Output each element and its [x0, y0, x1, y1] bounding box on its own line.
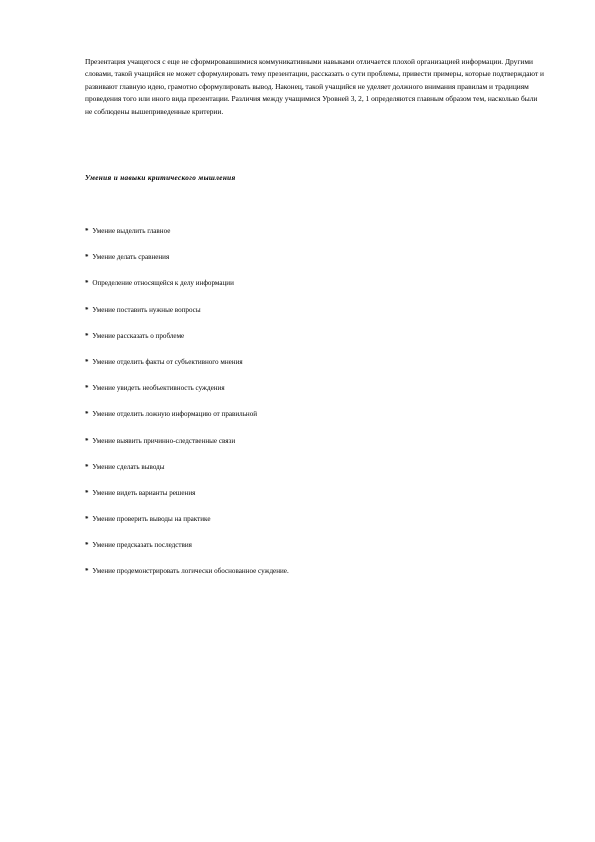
skill-text: Умение рассказать о проблеме	[92, 331, 185, 340]
bullet-icon: *	[85, 357, 89, 366]
bullet-icon: *	[85, 331, 89, 340]
bullet-icon: *	[85, 227, 89, 235]
skill-text: Определение относящейся к делу информации	[92, 279, 234, 288]
skill-text: Умение видеть варианты решения	[92, 488, 196, 497]
skill-text: Умение проверить выводы на практике	[92, 515, 211, 524]
skill-item	[85, 252, 289, 278]
skill-item	[85, 436, 289, 462]
skill-text: Умение предсказать последствия	[92, 541, 192, 550]
skill-item	[85, 540, 289, 566]
skill-text: Умение поставить нужные вопросы	[92, 305, 201, 314]
skill-item	[85, 514, 289, 540]
bullet-icon: *	[85, 253, 89, 262]
skill-text: Умение делать сравнения	[92, 253, 170, 262]
bullet-icon: *	[85, 305, 89, 314]
bullet-icon: *	[85, 384, 89, 393]
skill-item	[85, 305, 289, 331]
bullet-icon: *	[85, 515, 89, 524]
bullet-icon: *	[85, 567, 89, 576]
section-heading: Умения и навыки критического мышления	[85, 174, 236, 182]
skills-list	[85, 226, 289, 593]
bullet-icon: *	[85, 279, 89, 288]
skill-text: Умение отделить ложную информацию от правильной	[92, 410, 258, 419]
skill-text: Умение увидеть необъективность суждения	[92, 384, 225, 393]
skill-text: Умение выделить главное	[92, 227, 171, 235]
skill-item	[85, 331, 289, 357]
skill-item	[85, 409, 289, 435]
skill-text: Умение сделать выводы	[92, 462, 165, 471]
bullet-icon: *	[85, 410, 89, 419]
skill-item	[85, 383, 289, 409]
intro-paragraph: Презентация учащегося с еще не сформировавшимися коммуникативными навыками отличается плохой организацией информации. Другими словами, такой учащийся не может сформулировать тему презентации, рассказать о сути проблемы, привести примеры, которые подтверждают и развивают главную идею, грамотно сформулировать вывод. Наконец, такой учащийся не уделяет должного внимания правилам и традициям проведения того или иного вида презентации. Различия между учащимися Уровней 3, 2, 1 определяются главным образом тем, насколько были не соблюдены вышеприведенные критерии.	[85, 57, 545, 116]
skill-item	[85, 357, 289, 383]
skill-item	[85, 462, 289, 488]
skill-item	[85, 278, 289, 304]
bullet-icon: *	[85, 436, 89, 445]
bullet-icon: *	[85, 488, 89, 497]
skill-item	[85, 566, 289, 592]
skill-item	[85, 226, 289, 252]
skill-item	[85, 488, 289, 514]
bullet-icon: *	[85, 541, 89, 550]
bullet-icon: *	[85, 462, 89, 471]
skill-text: Умение отделить факты от субъективного мнения	[92, 357, 243, 366]
skill-text: Умение выявить причинно-следственные связи	[92, 436, 236, 445]
skill-text: Умение продемонстрировать логически обоснованное суждение.	[92, 567, 289, 576]
